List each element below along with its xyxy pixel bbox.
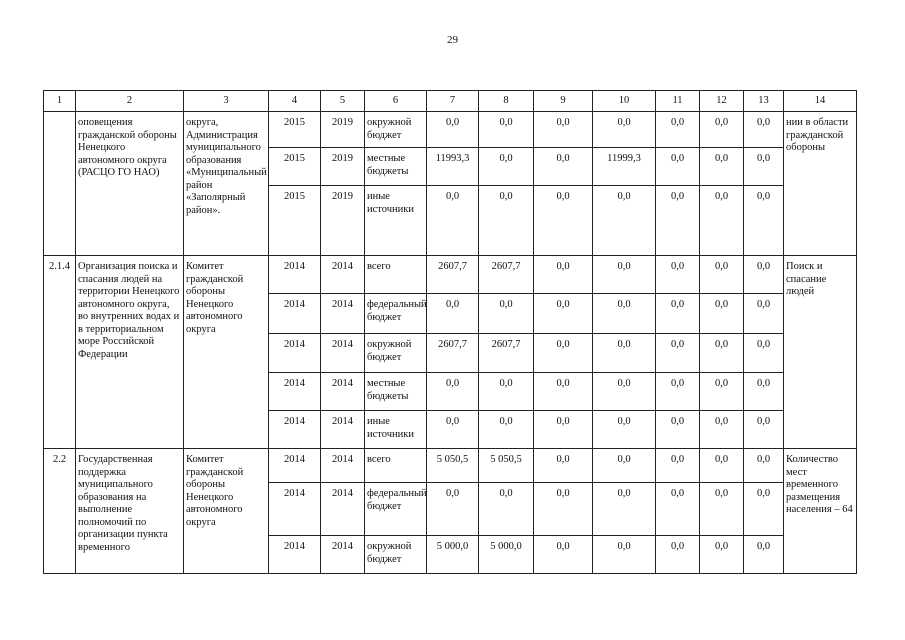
- amount-col-10: 0,0: [593, 186, 656, 256]
- end-year: 2019: [321, 186, 365, 256]
- item-name: Государственная поддержка муниципального образования на выполнение полномочий по организации пункта временного: [76, 449, 184, 574]
- funding-source: окружной бюджет: [365, 334, 427, 373]
- amount-col-8: 0,0: [479, 148, 534, 186]
- amount-col-13: 0,0: [744, 148, 784, 186]
- header-cell-2: 2: [76, 91, 184, 112]
- header-cell-4: 4: [269, 91, 321, 112]
- amount-col-7: 2607,7: [427, 334, 479, 373]
- page-number: 29: [447, 34, 458, 46]
- amount-col-8: 2607,7: [479, 334, 534, 373]
- funding-source: федеральный бюджет: [365, 294, 427, 334]
- funding-source: местные бюджеты: [365, 148, 427, 186]
- header-cell-8: 8: [479, 91, 534, 112]
- amount-col-7: 5 050,5: [427, 449, 479, 483]
- amount-col-10: 0,0: [593, 334, 656, 373]
- amount-col-12: 0,0: [700, 373, 744, 411]
- amount-col-7: 0,0: [427, 411, 479, 449]
- amount-col-12: 0,0: [700, 449, 744, 483]
- amount-col-9: 0,0: [534, 112, 593, 148]
- header-cell-14: 14: [784, 91, 857, 112]
- funding-source: окружной бюджет: [365, 112, 427, 148]
- amount-col-10: 0,0: [593, 256, 656, 294]
- amount-col-8: 0,0: [479, 186, 534, 256]
- amount-col-9: 0,0: [534, 186, 593, 256]
- amount-col-11: 0,0: [656, 411, 700, 449]
- amount-col-10: 0,0: [593, 483, 656, 536]
- amount-col-12: 0,0: [700, 483, 744, 536]
- header-cell-12: 12: [700, 91, 744, 112]
- amount-col-13: 0,0: [744, 256, 784, 294]
- amount-col-7: 0,0: [427, 112, 479, 148]
- start-year: 2014: [269, 536, 321, 574]
- amount-col-12: 0,0: [700, 536, 744, 574]
- funding-source: всего: [365, 256, 427, 294]
- header-cell-5: 5: [321, 91, 365, 112]
- amount-col-9: 0,0: [534, 334, 593, 373]
- amount-col-7: 2607,7: [427, 256, 479, 294]
- amount-col-8: 2607,7: [479, 256, 534, 294]
- item-result: нии в области гражданской обороны: [784, 112, 857, 256]
- start-year: 2014: [269, 294, 321, 334]
- amount-col-13: 0,0: [744, 186, 784, 256]
- amount-col-11: 0,0: [656, 148, 700, 186]
- start-year: 2014: [269, 483, 321, 536]
- amount-col-13: 0,0: [744, 112, 784, 148]
- end-year: 2014: [321, 449, 365, 483]
- funding-source: иные источники: [365, 411, 427, 449]
- amount-col-12: 0,0: [700, 256, 744, 294]
- end-year: 2014: [321, 483, 365, 536]
- end-year: 2014: [321, 373, 365, 411]
- start-year: 2014: [269, 449, 321, 483]
- amount-col-12: 0,0: [700, 112, 744, 148]
- amount-col-10: 0,0: [593, 536, 656, 574]
- item-number: [44, 112, 76, 256]
- funding-source: иные источники: [365, 186, 427, 256]
- amount-col-7: 0,0: [427, 483, 479, 536]
- end-year: 2014: [321, 536, 365, 574]
- amount-col-11: 0,0: [656, 256, 700, 294]
- amount-col-9: 0,0: [534, 449, 593, 483]
- item-name: Организация поиска и спасания людей на территории Ненецкого автономного округа, во внутренних водах и в территориальном море Российской Федерации: [76, 256, 184, 449]
- budget-table: [43, 90, 857, 574]
- amount-col-11: 0,0: [656, 449, 700, 483]
- amount-col-7: 0,0: [427, 373, 479, 411]
- item-result: Количество мест временного размещения населения – 64: [784, 449, 857, 574]
- amount-col-13: 0,0: [744, 449, 784, 483]
- amount-col-13: 0,0: [744, 536, 784, 574]
- amount-col-12: 0,0: [700, 148, 744, 186]
- item-number: 2.1.4: [44, 256, 76, 449]
- amount-col-7: 11993,3: [427, 148, 479, 186]
- amount-col-11: 0,0: [656, 536, 700, 574]
- start-year: 2014: [269, 256, 321, 294]
- amount-col-9: 0,0: [534, 148, 593, 186]
- item-result: Поиск и спасание людей: [784, 256, 857, 449]
- amount-col-13: 0,0: [744, 294, 784, 334]
- amount-col-9: 0,0: [534, 536, 593, 574]
- funding-source: федеральный бюджет: [365, 483, 427, 536]
- amount-col-8: 0,0: [479, 373, 534, 411]
- amount-col-7: 0,0: [427, 186, 479, 256]
- amount-col-8: 0,0: [479, 411, 534, 449]
- amount-col-9: 0,0: [534, 483, 593, 536]
- amount-col-13: 0,0: [744, 483, 784, 536]
- amount-col-11: 0,0: [656, 373, 700, 411]
- amount-col-11: 0,0: [656, 334, 700, 373]
- amount-col-10: 0,0: [593, 373, 656, 411]
- table-row: [44, 449, 857, 483]
- header-cell-3: 3: [184, 91, 269, 112]
- header-cell-11: 11: [656, 91, 700, 112]
- end-year: 2014: [321, 334, 365, 373]
- item-number: 2.2: [44, 449, 76, 574]
- amount-col-10: 0,0: [593, 112, 656, 148]
- end-year: 2014: [321, 256, 365, 294]
- start-year: 2014: [269, 334, 321, 373]
- start-year: 2015: [269, 186, 321, 256]
- header-cell-6: 6: [365, 91, 427, 112]
- amount-col-12: 0,0: [700, 186, 744, 256]
- table-row: [44, 112, 857, 148]
- item-executor: Комитет гражданской обороны Ненецкого автономного округа: [184, 256, 269, 449]
- amount-col-13: 0,0: [744, 334, 784, 373]
- end-year: 2014: [321, 411, 365, 449]
- amount-col-10: 0,0: [593, 294, 656, 334]
- amount-col-10: 0,0: [593, 411, 656, 449]
- amount-col-12: 0,0: [700, 334, 744, 373]
- start-year: 2015: [269, 148, 321, 186]
- amount-col-11: 0,0: [656, 483, 700, 536]
- amount-col-9: 0,0: [534, 373, 593, 411]
- amount-col-9: 0,0: [534, 294, 593, 334]
- header-row: [44, 91, 857, 112]
- header-cell-9: 9: [534, 91, 593, 112]
- amount-col-8: 5 050,5: [479, 449, 534, 483]
- amount-col-13: 0,0: [744, 373, 784, 411]
- amount-col-7: 0,0: [427, 294, 479, 334]
- amount-col-8: 5 000,0: [479, 536, 534, 574]
- funding-source: местные бюджеты: [365, 373, 427, 411]
- amount-col-7: 5 000,0: [427, 536, 479, 574]
- header-cell-13: 13: [744, 91, 784, 112]
- end-year: 2019: [321, 112, 365, 148]
- amount-col-11: 0,0: [656, 112, 700, 148]
- start-year: 2015: [269, 112, 321, 148]
- amount-col-8: 0,0: [479, 483, 534, 536]
- amount-col-8: 0,0: [479, 294, 534, 334]
- amount-col-9: 0,0: [534, 411, 593, 449]
- end-year: 2019: [321, 148, 365, 186]
- table-row: [44, 256, 857, 294]
- amount-col-11: 0,0: [656, 294, 700, 334]
- header-cell-1: 1: [44, 91, 76, 112]
- start-year: 2014: [269, 411, 321, 449]
- amount-col-12: 0,0: [700, 294, 744, 334]
- amount-col-10: 11999,3: [593, 148, 656, 186]
- item-executor: округа, Администрация муниципального образования «Муниципальный район «Заполярный район».: [184, 112, 269, 256]
- funding-source: всего: [365, 449, 427, 483]
- amount-col-10: 0,0: [593, 449, 656, 483]
- header-cell-7: 7: [427, 91, 479, 112]
- header-cell-10: 10: [593, 91, 656, 112]
- item-executor: Комитет гражданской обороны Ненецкого автономного округа: [184, 449, 269, 574]
- item-name: оповещения гражданской обороны Ненецкого автономного округа (РАСЦО ГО НАО): [76, 112, 184, 256]
- amount-col-9: 0,0: [534, 256, 593, 294]
- amount-col-11: 0,0: [656, 186, 700, 256]
- start-year: 2014: [269, 373, 321, 411]
- amount-col-12: 0,0: [700, 411, 744, 449]
- end-year: 2014: [321, 294, 365, 334]
- funding-source: окружной бюджет: [365, 536, 427, 574]
- amount-col-8: 0,0: [479, 112, 534, 148]
- amount-col-13: 0,0: [744, 411, 784, 449]
